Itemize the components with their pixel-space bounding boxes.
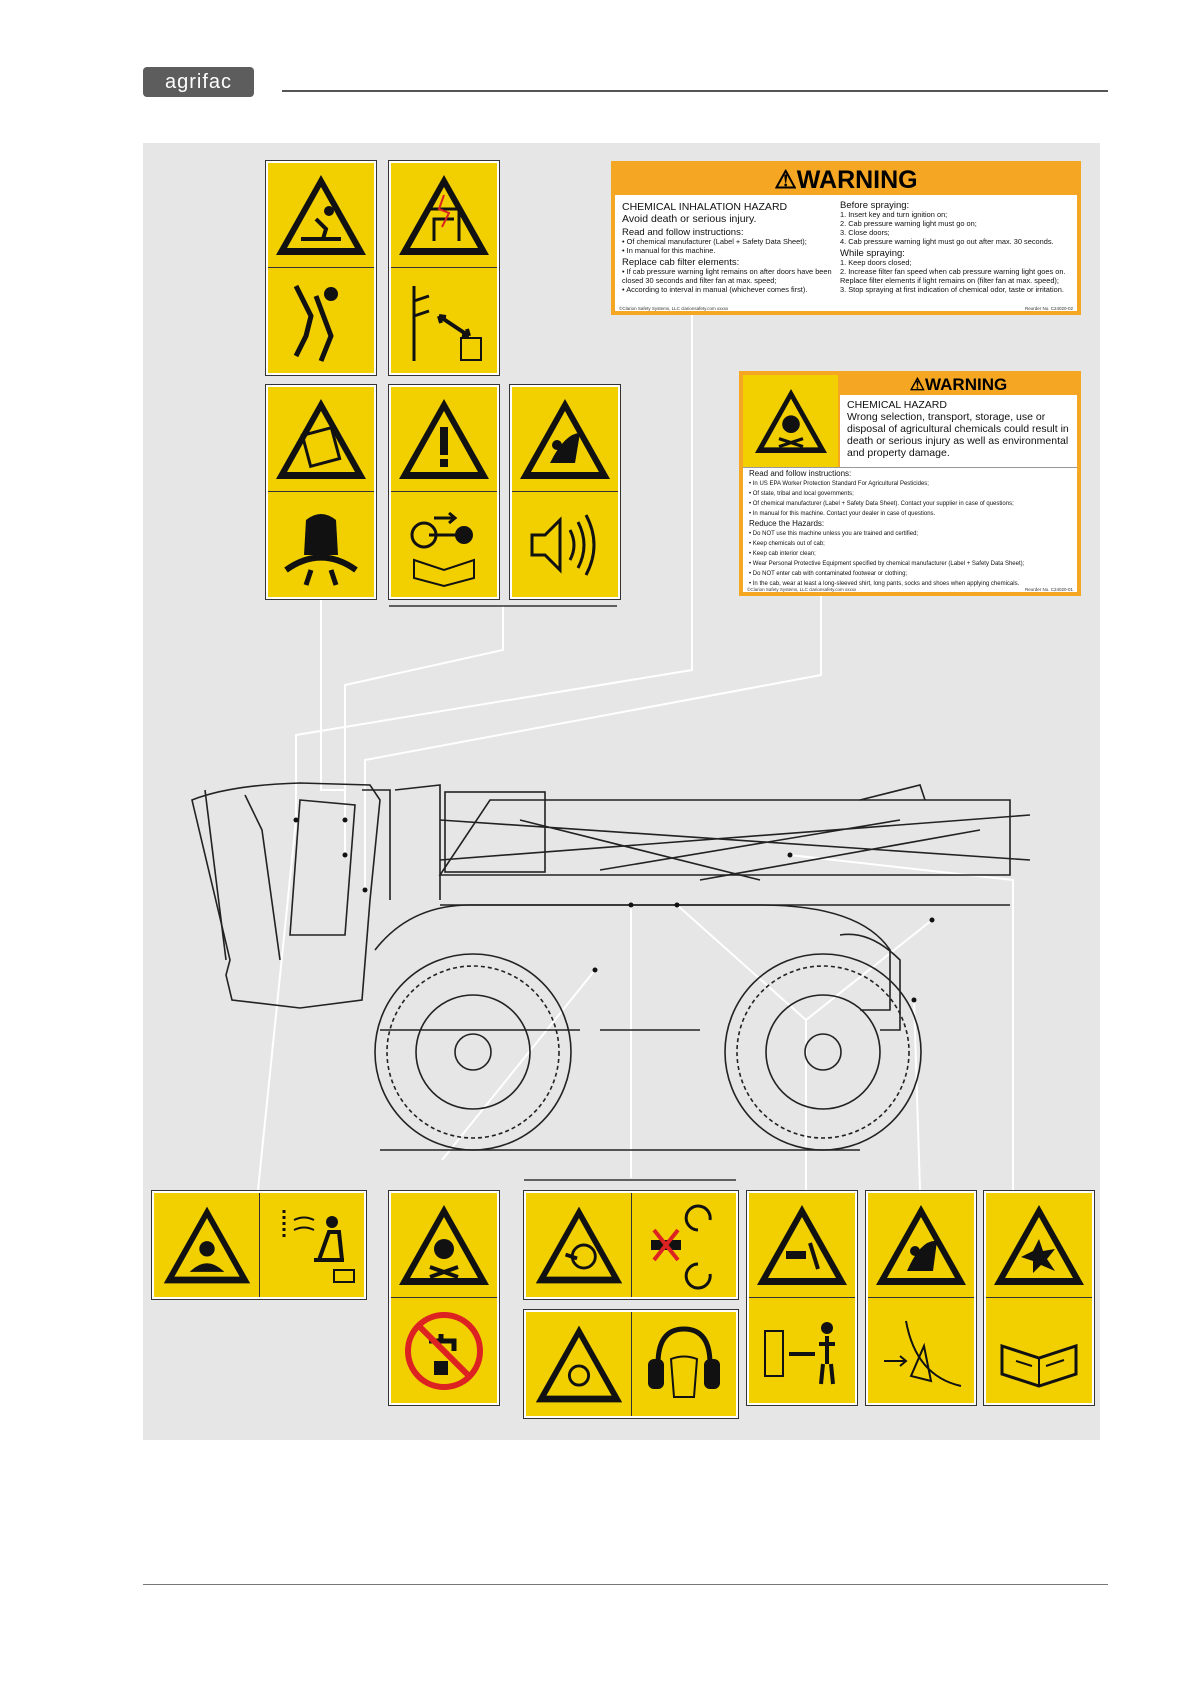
reduce-item: • Keep cab interior clean; [749, 551, 816, 557]
warning-header: ⚠WARNING [615, 165, 1077, 195]
exclamation-icon [391, 387, 497, 492]
crush-hazard-icon [512, 387, 618, 492]
cab-filter-manual-icon [259, 1193, 364, 1297]
overhead-powerline-sign [389, 161, 499, 375]
warning-header: ⚠WARNING [840, 375, 1077, 395]
before-item: 3. Close doors; [840, 228, 890, 237]
noise-hearing-sign [524, 1310, 738, 1418]
read-item: • In manual for this machine. [622, 246, 716, 255]
fan-entanglement-sign [524, 1191, 738, 1299]
rollover-icon [268, 387, 374, 492]
fall-hazard-sign [266, 161, 376, 375]
before-item: 2. Cab pressure warning light must go on; [840, 219, 977, 228]
explosion-manual-sign [984, 1191, 1094, 1405]
no-drinking-water-icon [391, 1298, 497, 1403]
read-item: • Of chemical manufacturer (Label + Safety Data Sheet). Contact your supplier in case of questions; [749, 501, 1014, 507]
read-manual-icon [986, 1298, 1092, 1403]
replace-item: • According to interval in manual (whichever comes first). [622, 285, 808, 294]
hazard-title: CHEMICAL HAZARD [847, 399, 947, 411]
footer-copyright: ©Clarion Safety Systems, LLC clarionsafety.com xxxxx [747, 587, 857, 592]
crush-hazard-icon [749, 1193, 855, 1298]
read-manual-key-sign [389, 385, 499, 599]
read-item: • In US EPA Worker Protection Standard For Agricultural Pesticides; [749, 481, 929, 487]
chemical-hazard-warning-label [739, 371, 1081, 596]
replace-item: • If cab pressure warning light remains on after doors have been closed 30 seconds and filter fan at max. speed; [622, 267, 832, 285]
footer-reorder: Reorder No. C24020-01 [1024, 587, 1073, 592]
label-footer [747, 587, 1073, 592]
no-reach-rotating-icon [631, 1193, 736, 1297]
falling-person-icon [268, 163, 374, 268]
crushing-distance-sign [747, 1191, 857, 1405]
read-item: • Of chemical manufacturer (Label + Safety Data Sheet); [622, 237, 807, 246]
boom-fold-icon [868, 1298, 974, 1403]
reduce-item: • Keep chemicals out of cab; [749, 541, 825, 547]
reduce-item: • In the cab, wear at least a long-sleeved shirt, long pants, socks and shoes when applying chemicals. [749, 581, 1020, 587]
while-item: 1. Keep doors closed; [840, 258, 912, 267]
replace-heading: Replace cab filter elements: [622, 257, 740, 268]
hazard-title: CHEMICAL INHALATION HAZARD [622, 201, 788, 213]
inhalation-hazard-icon [154, 1193, 259, 1297]
while-item: 3. Stop spraying at first indication of chemical odor, taste or irritation. [840, 285, 1064, 294]
warning-triangle-icon: ⚠ [774, 166, 797, 194]
safe-distance-icon [749, 1298, 855, 1403]
seatbelt-icon [268, 492, 374, 597]
fan-blade-hazard-icon [526, 1193, 631, 1297]
reduce-item: • Do NOT use this machine unless you are trained and certified; [749, 531, 919, 537]
crushing-alarm-sign [510, 385, 620, 599]
while-heading: While spraying: [840, 248, 905, 259]
reduce-heading: Reduce the Hazards: [749, 519, 825, 528]
before-item: 4. Cab pressure warning light must go out after max. 30 seconds. [840, 237, 1054, 246]
skull-warning-icon [743, 375, 840, 467]
crush-body-icon [868, 1193, 974, 1298]
toxic-fumes-sign [152, 1191, 366, 1299]
noise-hazard-icon [526, 1312, 631, 1416]
remove-key-manual-icon [391, 492, 497, 597]
reduce-item: • Wear Personal Protective Equipment specified by chemical manufacturer (Label + Safety Data Sheet); [749, 561, 1025, 567]
electrocution-icon [391, 163, 497, 268]
footer-copyright: ©Clarion Safety Systems, LLC clarionsafety.com xxxxx [619, 306, 729, 311]
chemical-inhalation-warning-label [611, 161, 1081, 315]
read-heading: Read and follow instructions: [749, 469, 852, 478]
three-point-contact-icon [268, 268, 374, 373]
speaker-alarm-icon [512, 492, 618, 597]
agrifac-logo: agrifac [143, 67, 254, 97]
hazard-subtitle: Avoid death or serious injury. [622, 213, 757, 225]
before-item: 1. Insert key and turn ignition on; [840, 210, 948, 219]
footer-reorder: Reorder No. C24020-02 [1024, 306, 1073, 311]
rollover-seatbelt-sign [266, 385, 376, 599]
explosion-icon [986, 1193, 1092, 1298]
boom-crush-sign [866, 1191, 976, 1405]
keep-distance-icon [391, 268, 497, 373]
ear-protection-icon [631, 1312, 736, 1416]
while-item: 2. Increase filter fan speed when cab pressure warning light goes on. Replace filter elements if light remains on (filter fan at max. speed); [840, 267, 1066, 285]
hazard-lead: Wrong selection, transport, storage, use or disposal of agricultural chemicals could result in death or serious injury as well as environmental and property damage. [847, 411, 1069, 459]
read-heading: Read and follow instructions: [622, 227, 744, 238]
warning-triangle-icon: ⚠ [909, 375, 926, 394]
reduce-item: • Do NOT enter cab with contaminated footwear or clothing; [749, 571, 908, 577]
footer-rule [143, 1584, 1108, 1585]
before-heading: Before spraying: [840, 200, 910, 211]
poison-no-drinking-sign [389, 1191, 499, 1405]
read-item: • Of state, tribal and local governments; [749, 491, 854, 497]
read-item: • In manual for this machine. Contact your dealer in case of questions. [749, 511, 936, 517]
skull-icon [391, 1193, 497, 1298]
label-footer [619, 306, 1073, 311]
